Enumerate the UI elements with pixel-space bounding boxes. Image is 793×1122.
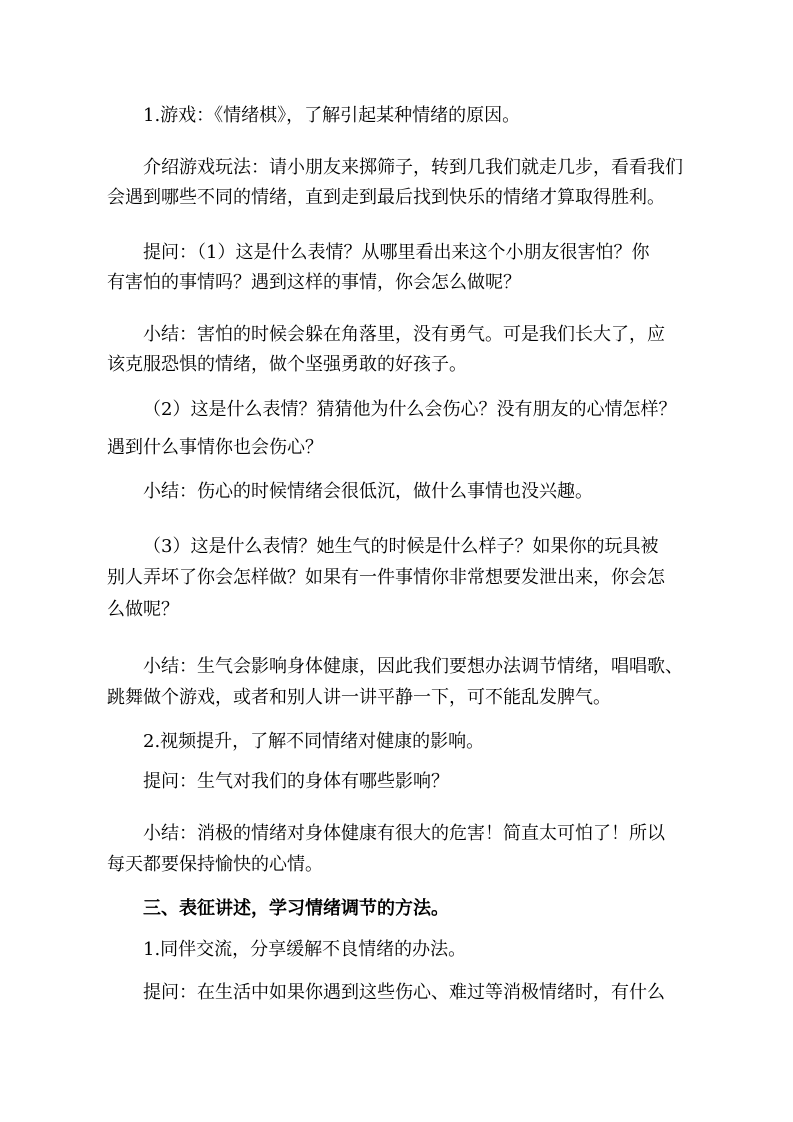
paragraph-line: 提问：在生活中如果你遇到这些伤心、难过等消极情绪时，有什么	[143, 982, 665, 1003]
paragraph-line: 会遇到哪些不同的情绪，直到走到最后找到快乐的情绪才算取得胜利。	[107, 187, 665, 208]
item-heading-game: 1.游戏：《情绪棋》，了解引起某种情绪的原因。	[143, 105, 521, 126]
paragraph-line: 小结：消极的情绪对身体健康有很大的危害！简直太可怕了！所以	[143, 823, 665, 844]
item-heading-video: 2.视频提升，了解不同情绪对健康的影响。	[143, 731, 485, 752]
paragraph-line: 遇到什么事情你也会伤心？	[107, 437, 323, 458]
paragraph-line: 么做呢？	[107, 599, 179, 620]
paragraph-line: 提问：（1）这是什么表情？从哪里看出来这个小朋友很害怕？你	[143, 242, 650, 263]
paragraph-line: 小结：伤心的时候情绪会很低沉，做什么事情也没兴趣。	[143, 481, 593, 502]
paragraph-line: （2）这是什么表情？猜猜他为什么会伤心？没有朋友的心情怎样？	[143, 399, 677, 420]
paragraph-line: 小结：生气会影响身体健康，因此我们要想办法调节情绪，唱唱歌、	[143, 656, 683, 677]
section-heading: 三、表征讲述，学习情绪调节的方法。	[143, 898, 449, 919]
item-heading-exchange: 1.同伴交流，分享缓解不良情绪的办法。	[143, 939, 467, 960]
paragraph-line: （3）这是什么表情？她生气的时候是什么样子？如果你的玩具被	[143, 536, 659, 557]
paragraph-line: 每天都要保持愉快的心情。	[107, 854, 323, 875]
paragraph-line: 该克服恐惧的情绪，做个坚强勇敢的好孩子。	[107, 354, 467, 375]
paragraph-line: 别人弄坏了你会怎样做？如果有一件事情你非常想要发泄出来，你会怎	[107, 567, 665, 588]
paragraph-line: 有害怕的事情吗？遇到这样的事情，你会怎么做呢？	[107, 272, 521, 293]
paragraph-line: 小结：害怕的时候会躲在角落里，没有勇气。可是我们长大了，应	[143, 324, 665, 345]
paragraph-line: 提问：生气对我们的身体有哪些影响？	[143, 771, 449, 792]
paragraph-line: 跳舞做个游戏，或者和别人讲一讲平静一下，可不能乱发脾气。	[107, 687, 611, 708]
paragraph-line: 介绍游戏玩法：请小朋友来掷筛子，转到几我们就走几步，看看我们	[143, 157, 683, 178]
